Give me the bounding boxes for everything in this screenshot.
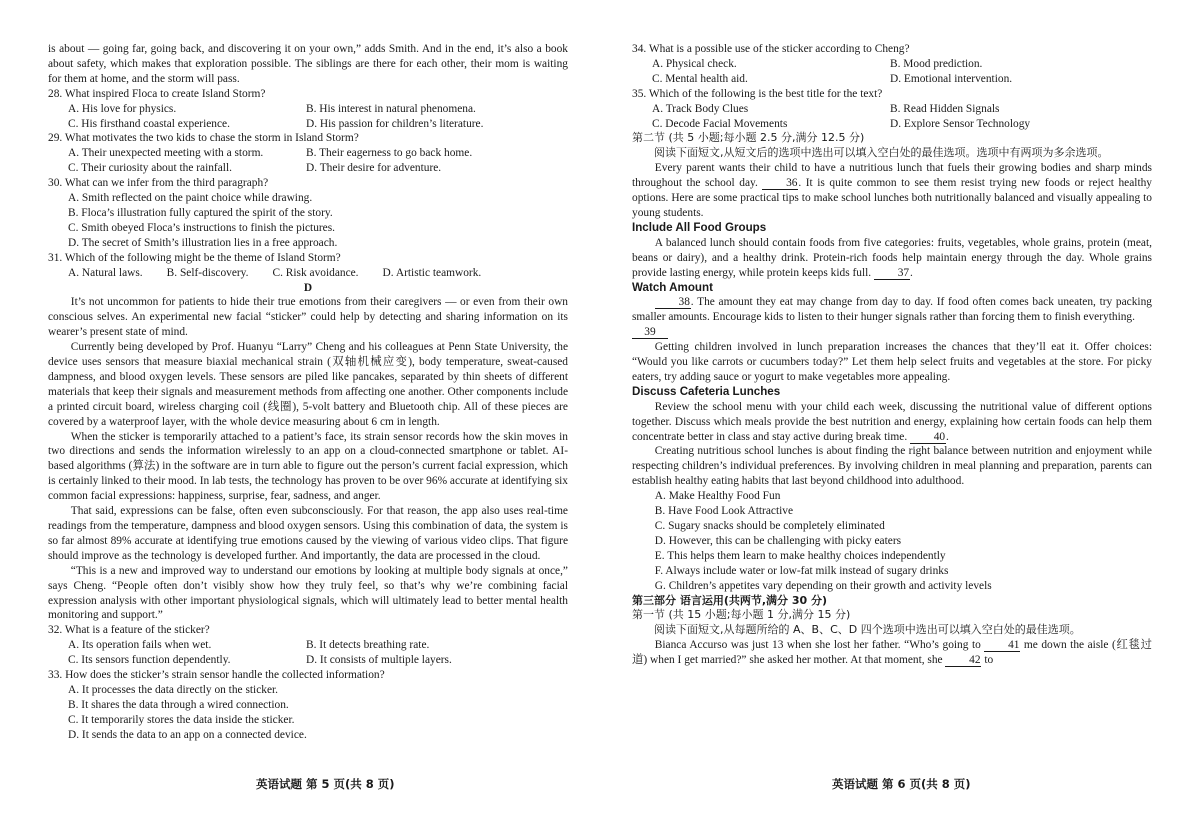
- question-32: [48, 623, 568, 668]
- question-stem: 31. Which of the following might be the theme of Island Storm?: [48, 251, 341, 264]
- subheading-food-groups: Include All Food Groups: [632, 220, 767, 234]
- option-b: B. It shares the data through a wired connection.: [68, 698, 289, 711]
- choice-g: G. Children’s appetites vary depending on their growth and activity levels: [654, 579, 992, 592]
- passage-d-paragraph-2: Currently being developed by Prof. Huanyu “Larry” Cheng and his colleagues at Penn State University, the device uses sensors that measure biaxial mechanical strain (双轴机械应变), body temperature, sweat-caused dampness, and blood oxygen levels. These sensors are piled like pancakes, separated by thin sheets of different materials that keep their signals and measurement methods from affecting one another. Other components include a printed circuit board, wireless charging coil (线圈), 5-volt battery and Bluetooth chip. All of these pieces are covered by a waterproof layer, with the whole device measuring about 6 cm in length.: [48, 341, 568, 428]
- question-stem: 29. What motivates the two kids to chase the storm in Island Storm?: [48, 132, 359, 145]
- question-33: [48, 668, 568, 743]
- cloze-paragraph-3: 38. The amount they eat may change from day to day. If food often comes back uneaten, try packing smaller amounts. Encourage kids to listen to their hunger signals rather than forcing them to finish everything.: [632, 296, 1152, 324]
- part-3-title: 第三部分 语言运用(共两节,满分 30 分): [632, 593, 828, 607]
- option-c: C. Risk avoidance.: [272, 266, 359, 279]
- blank-40: 40: [910, 431, 946, 444]
- blank-39-line: [632, 325, 1152, 340]
- option-b: B. Read Hidden Signals: [890, 102, 1000, 115]
- passage-d-paragraph-4: That said, expressions can be false, often even subconsciously. For that reason, the app also uses real-time readings from the temperature, dampness and blood oxygen sensors. Using this combination of data, the system is so far almost 89% accurate at identifying true emotions caused by the viewing of various video clips. That figure should improve as the technology is developed further. And importantly, the data are processed in the cloud.: [48, 505, 568, 562]
- right-page-column: [632, 42, 1152, 668]
- section-2-instructions: 阅读下面短文,从短文后的选项中选出可以填入空白处的最佳选项。选项中有两项为多余选项。: [654, 146, 1109, 160]
- option-b: B. Their eagerness to go back home.: [306, 147, 473, 160]
- cloze-paragraph-6: Creating nutritious school lunches is about finding the right balance between nutrition and enjoyment while respecting children’s individual preferences. By involving children in meal planning and preparation, parents can establish healthy eating habits that last beyond childhood into adulthood.: [632, 445, 1152, 488]
- subheading-watch-amount: Watch Amount: [632, 280, 713, 294]
- option-b: B. Mood prediction.: [890, 57, 983, 70]
- cloze-paragraph-4: Getting children involved in lunch preparation increases the chances that they’ll eat it. Offer choices: “Would you like carrots or cucumbers today?” Let them help select fruits and vegetables at the store. For picky eaters, try adding sauce or yogurt to make vegetables more appealing.: [632, 341, 1152, 383]
- question-31: [48, 251, 568, 281]
- option-c: C. Mental health aid.: [652, 72, 748, 85]
- option-a: A. Natural laws.: [68, 266, 143, 279]
- option-a: A. Track Body Clues: [652, 102, 749, 115]
- option-a: A. Their unexpected meeting with a storm.: [68, 147, 264, 160]
- choice-d: D. However, this can be challenging with picky eaters: [654, 534, 902, 547]
- section-2-title: 第二节 (共 5 小题;每小题 2.5 分,满分 12.5 分): [632, 131, 865, 145]
- option-c: C. Smith obeyed Floca’s instructions to finish the pictures.: [68, 221, 336, 234]
- section-heading-d: D: [303, 281, 313, 294]
- cloze-paragraph-5: Review the school menu with your child each week, discussing the nutritional value of different options together. Discuss which meals provide the best nutrition and energy, explaining how certain foods can help them concentrate better in class and stay active during break time. 40.: [632, 400, 1152, 443]
- question-stem: 34. What is a possible use of the sticker according to Cheng?: [632, 43, 910, 55]
- passage-d-paragraph-1: It’s not uncommon for patients to hide their true emotions from their caregivers — or even from their own conscious selves. An experimental new facial “sticker” could help by detecting and sharing information on its wearer’s present state of mind.: [48, 296, 568, 339]
- option-d: D. Emotional intervention.: [890, 72, 1013, 85]
- choice-e: E. This helps them learn to make healthy choices independently: [654, 549, 946, 562]
- blank-41: 41: [984, 639, 1020, 652]
- question-stem: 35. Which of the following is the best title for the text?: [632, 87, 883, 100]
- question-stem: 28. What inspired Floca to create Island Storm?: [48, 87, 266, 100]
- option-c: C. Decode Facial Movements: [652, 117, 788, 130]
- question-34: [632, 42, 1152, 87]
- passage-d-paragraph-3: When the sticker is temporarily attached to a patient’s face, its strain sensor records how the skin moves in two directions and sends the information wirelessly to an app on a cloud-connected smartphone or tablet. AI-based algorithms (算法) in the software are in turn able to figure out the person’s current facial expression, which is certainly linked to their mood. In lab tests, the technology has proven to be over 96% accurate at identifying six common facial expressions: happiness, surprise, fear, sadness, and anger.: [48, 430, 568, 503]
- option-b: B. Self-discovery.: [166, 266, 249, 279]
- cloze-paragraph-1: Every parent wants their child to have a nutritious lunch that fuels their growing bodies and sharp minds throughout the school day. 36. It is quite common to see them resist trying new foods or reject healthy options. Here are some practical tips to make school lunches both nutritionally balanced and visually appealing to young students.: [632, 162, 1153, 219]
- choice-c: C. Sugary snacks should be completely eliminated: [654, 520, 885, 532]
- question-stem: 33. How does the sticker’s strain sensor handle the collected information?: [48, 669, 385, 682]
- option-c: C. Their curiosity about the rainfall.: [68, 162, 232, 175]
- choice-a: A. Make Healthy Food Fun: [654, 490, 781, 503]
- question-30: [48, 176, 568, 251]
- option-c: C. His firsthand coastal experience.: [68, 117, 230, 130]
- page-footer-right: 英语试题 第 6 页(共 8 页): [832, 777, 971, 791]
- option-d: D. It consists of multiple layers.: [306, 654, 452, 667]
- subheading-cafeteria: Discuss Cafeteria Lunches: [632, 384, 781, 398]
- left-page-column: [48, 42, 568, 743]
- blank-36: 36: [762, 177, 798, 190]
- question-stem: 30. What can we infer from the third paragraph?: [48, 177, 269, 190]
- option-d: D. It sends the data to an app on a connected device.: [68, 728, 307, 741]
- option-a: A. It processes the data directly on the sticker.: [68, 683, 279, 696]
- option-a: A. His love for physics.: [68, 102, 177, 115]
- option-d: D. Their desire for adventure.: [306, 162, 442, 175]
- option-c: C. It temporarily stores the data inside the sticker.: [68, 713, 295, 726]
- choice-f: F. Always include water or low-fat milk instead of sugary drinks: [654, 564, 949, 577]
- section-1-instructions: 阅读下面短文,从每题所给的 A、B、C、D 四个选项中选出可以填入空白处的最佳选项。: [654, 623, 1081, 637]
- page-footer-left: 英语试题 第 5 页(共 8 页): [256, 777, 395, 791]
- option-b: B. His interest in natural phenomena.: [306, 102, 476, 115]
- option-a: A. Its operation fails when wet.: [68, 639, 212, 652]
- option-b: B. It detects breathing rate.: [306, 639, 430, 652]
- question-28: [48, 87, 568, 132]
- option-d: D. Explore Sensor Technology: [890, 117, 1031, 130]
- blank-42: 42: [945, 654, 981, 667]
- option-b: B. Floca’s illustration fully captured the spirit of the story.: [68, 206, 333, 219]
- option-d: D. The secret of Smith’s illustration lies in a free approach.: [68, 236, 338, 249]
- section-1-title: 第一节 (共 15 小题;每小题 1 分,满分 15 分): [632, 608, 851, 622]
- question-stem: 32. What is a feature of the sticker?: [48, 624, 210, 637]
- question-35: [632, 87, 1152, 132]
- option-a: A. Physical check.: [652, 57, 737, 70]
- cloze-paragraph-2: A balanced lunch should contain foods from five categories: fruits, vegetables, whole grains, protein (meat, beans or dairy), and a healthy drink. Protein-rich foods help maintain energy through the day. Whole grains provide lasting energy, while protein keeps kids full. 37.: [632, 236, 1152, 279]
- passage-d-paragraph-5: “This is a new and improved way to understand our emotions by looking at multiple body signals at once,” says Cheng. “People often don’t visibly show how they truly feel, so that’s why we’re combining facial expression analysis with other important physiological signals, which will ultimately lead to better mental health monitoring and support.”: [48, 564, 568, 622]
- blank-38: 38: [655, 296, 691, 309]
- blank-37: 37: [874, 267, 910, 280]
- option-c: C. Its sensors function dependently.: [68, 654, 231, 667]
- choice-b: B. Have Food Look Attractive: [654, 505, 794, 518]
- cloze-paragraph-7: Bianca Accurso was just 13 when she lost her father. “Who’s going to 41 me down the aisle (红毯过道) when I get married?” she asked her mother. At that moment, she 42 to: [632, 639, 1152, 667]
- option-d: D. His passion for children’s literature.: [306, 117, 484, 130]
- passage-c-ending: is about — going far, going back, and discovering it on your own,” adds Smith. And in the end, it’s also a book about safety, which makes that exploration possible. The siblings are there for each other, their mom is waiting for them at home, and the storm will pass.: [48, 43, 568, 85]
- option-d: D. Artistic teamwork.: [382, 266, 482, 279]
- blank-39: 39: [632, 326, 668, 339]
- question-29: [48, 131, 568, 176]
- option-a: A. Smith reflected on the paint choice while drawing.: [68, 192, 313, 205]
- choice-list: [632, 489, 1152, 593]
